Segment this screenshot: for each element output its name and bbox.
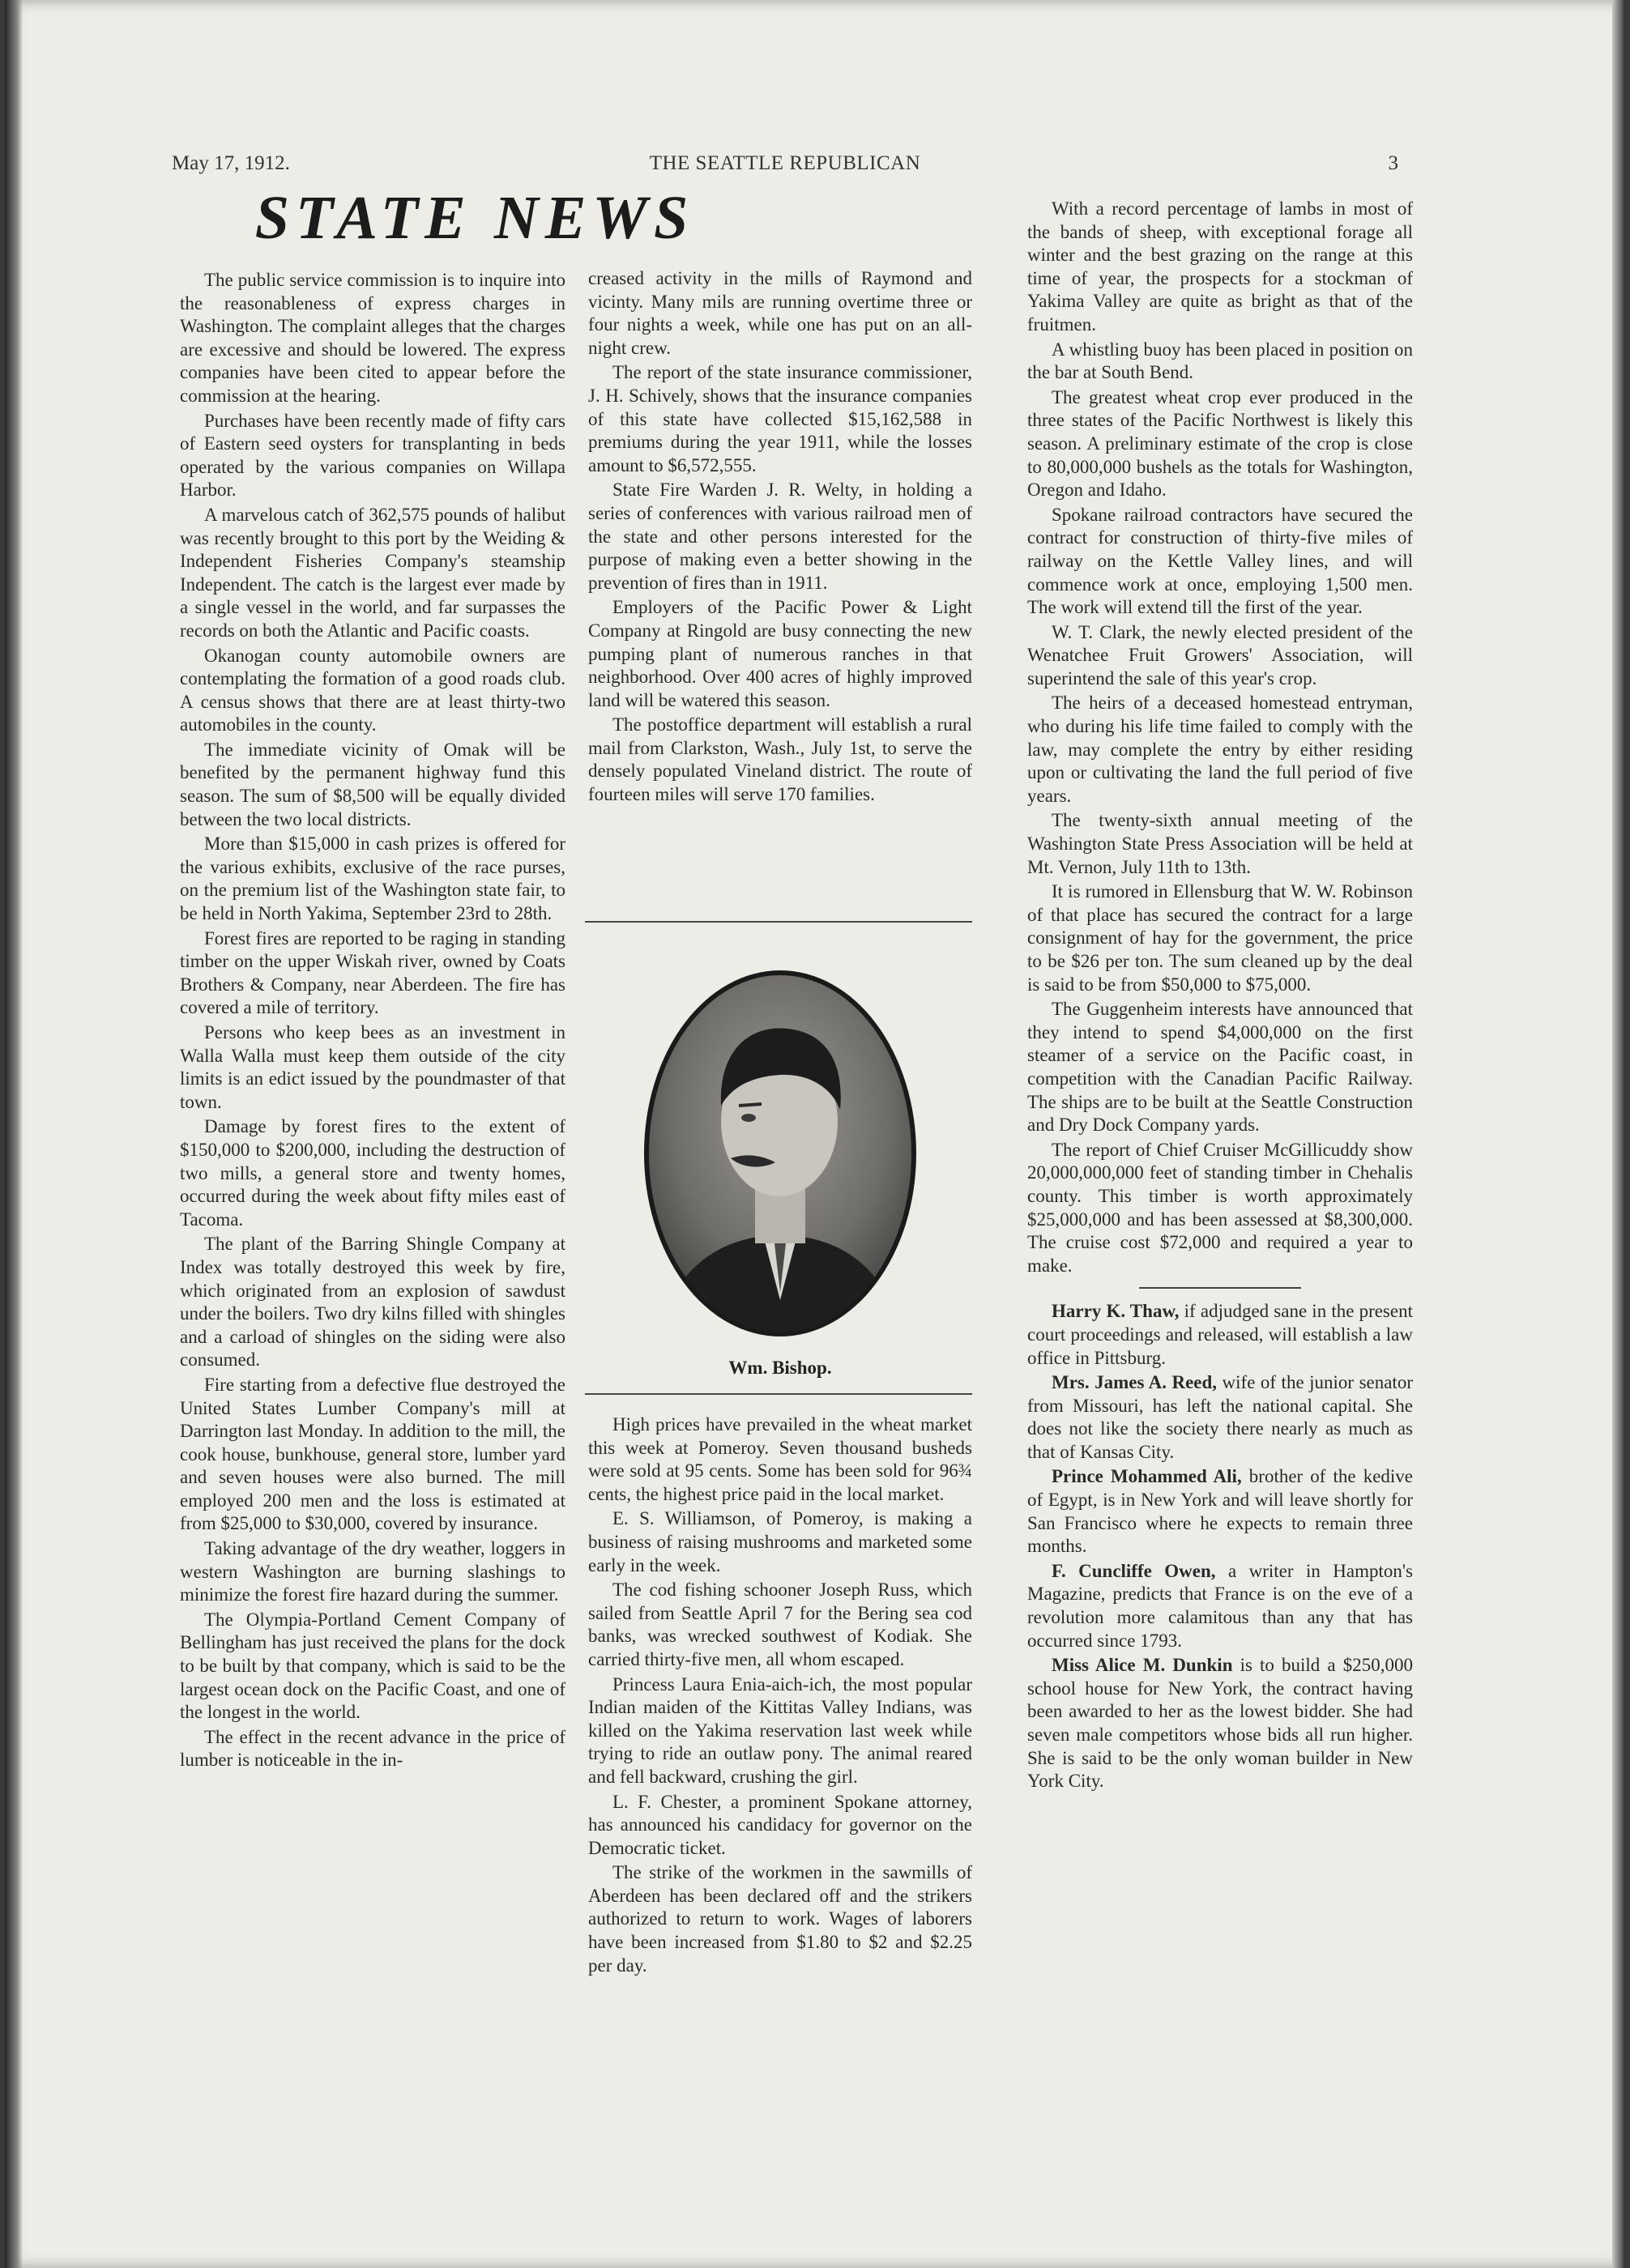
column-1 bbox=[180, 269, 565, 1774]
news-item: Damage by forest fires to the extent of $150,000 to $200,000, including the destruction of two mills, a general store and twenty homes, occurred during the week about fifty miles east of Tacoma. bbox=[180, 1116, 565, 1230]
personal-text: brother of the kedive of Egypt, is in New York and will leave shortly for San Francisco where he expects to remain three months. bbox=[1027, 1466, 1413, 1557]
news-item: Fire starting from a defective flue destroyed the United States Lumber Company's mill at Darrington last Monday. In addition to the mill, the cook house, bunkhouse, general store, lumber yard and seven houses were also burned. The mill employed 200 men and the loss is estimated at from $25,000 to $30,000, covered by insurance. bbox=[180, 1374, 565, 1534]
news-item: With a record percentage of lambs in most of the bands of sheep, with exceptional forage all winter and the best grazing on the range at this time of year, the prospects for a stockman of Yakima Valley are quite as bright as that of the fruitmen. bbox=[1027, 198, 1413, 335]
news-item: A marvelous catch of 362,575 pounds of halibut was recently brought to this port by the Weiding & Independent Fisheries Company's steamship Independent. The catch is the largest ever made by a single vessel in the world, and far surpasses the records on both the Atlantic and Pacific coasts. bbox=[180, 504, 565, 641]
news-item: The report of Chief Cruiser McGillicuddy show 20,000,000,000 feet of standing timber in Chehalis county. This timber is worth approximately $25,000,000 and has been assessed at $8,300,000. The cruise cost $72,000 and required a year to make. bbox=[1027, 1139, 1413, 1276]
section-title: STATE NEWS bbox=[254, 184, 695, 252]
news-item: The postoffice department will establish a rural mail from Clarkston, Wash., July 1st, to serve the densely populated Vineland district. The route of fourteen miles will serve 170 families. bbox=[588, 714, 972, 805]
news-item: Princess Laura Enia-aich-ich, the most popular Indian maiden of the Kittitas Valley Indians, was killed on the Yakima reservation last week while trying to ride an outlaw pony. The animal reared and fell backward, crushing the girl. bbox=[588, 1673, 972, 1787]
news-item: Purchases have been recently made of fifty cars of Eastern seed oysters for transplanting in beds operated by the various companies on Willapa Harbor. bbox=[180, 410, 565, 501]
news-item: A whistling buoy has been placed in position on the bar at South Bend. bbox=[1027, 339, 1413, 383]
news-item: More than $15,000 in cash prizes is offered for the various exhibits, exclusive of the race purses, on the premium list of the Washington state fair, to be held in North Yakima, September 23rd to 28th. bbox=[180, 833, 565, 924]
personal-item bbox=[1027, 1560, 1413, 1652]
news-item: The effect in the recent advance in the price of lumber is noticeable in the in- bbox=[180, 1726, 565, 1771]
news-item: Taking advantage of the dry weather, loggers in western Washington are burning slashings to minimize the forest fire hazard during the summer. bbox=[180, 1538, 565, 1605]
news-item: The heirs of a deceased homestead entryman, who during his life time failed to comply with the law, may complete the entry by either residing upon or cultivating the land the full period of five years. bbox=[1027, 693, 1413, 806]
news-item: E. S. Williamson, of Pomeroy, is making a business of raising mushrooms and marketed some early in the week. bbox=[588, 1508, 972, 1575]
news-item: The plant of the Barring Shingle Company at Index was totally destroyed this week by fire, which originated from an explosion of sawdust under the boilers. Two dry kilns filled with shingles and a carload of shingles on the siding were also consumed. bbox=[180, 1234, 565, 1371]
personal-text: a writer in Hampton's Magazine, predicts that France is on the eve of a revolution more calamitous than any that has occurred since 1793. bbox=[1027, 1560, 1413, 1651]
news-item: The cod fishing schooner Joseph Russ, which sailed from Seattle April 7 for the Bering sea cod banks, was wrecked southwest of Kodiak. She carried thirty-five men, all whom escaped. bbox=[588, 1580, 972, 1669]
issue-date: May 17, 1912. bbox=[172, 152, 290, 174]
news-item: The strike of the workmen in the sawmills of Aberdeen has been declared off and the strikers authorized to return to work. Wages of laborers have been increased from $1.80 to $2 and $2.25 per day. bbox=[588, 1862, 972, 1976]
news-item: The greatest wheat crop ever produced in the three states of the Pacific Northwest is likely this season. A preliminary estimate of the crop is close to 80,000,000 bushels as the totals for Washington, Oregon and Idaho. bbox=[1027, 386, 1413, 501]
column-rule bbox=[585, 921, 972, 923]
person-name: Harry K. Thaw, bbox=[1052, 1301, 1180, 1322]
person-name: Miss Alice M. Dunkin bbox=[1052, 1655, 1233, 1676]
news-item: Forest fires are reported to be raging in standing timber on the upper Wiskah river, owned by Coats Brothers & Company, near Aberdeen. The fire has covered a mile of territory. bbox=[180, 927, 565, 1018]
page-number: 3 bbox=[1388, 152, 1398, 174]
masthead: THE SEATTLE REPUBLICAN bbox=[649, 152, 921, 174]
portrait-caption: Wm. Bishop. bbox=[728, 1358, 832, 1378]
personal-text: wife of the junior senator from Missouri, has left the national capital. She does not like the society there nearly as much as that of Kansas City. bbox=[1027, 1372, 1413, 1462]
news-item: Spokane railroad contractors have secured the contract for construction of thirty-five miles of railway on the Kettle Valley lines, and will commence work at once, employing 1,500 men. The work will extend till the first of the year. bbox=[1027, 504, 1413, 618]
personal-text: is to build a $250,000 school house for New York, the contract having been awarded to her as the lowest bidder. She had seven male competitors whose bids all run higher. She is said to be the only woman builder in New York City. bbox=[1027, 1655, 1413, 1792]
page-edge bbox=[1612, 0, 1624, 2268]
news-item: State Fire Warden J. R. Welty, in holding a series of conferences with various railroad men of the state and other persons interested for the purpose of making even a better showing in the prevention of fires than in 1911. bbox=[588, 480, 972, 593]
news-item: L. F. Chester, a prominent Spokane attorney, has announced his candidacy for governor on the Democratic ticket. bbox=[588, 1791, 972, 1858]
personal-item bbox=[1027, 1371, 1413, 1464]
personal-item bbox=[1027, 1465, 1413, 1558]
person-name: F. Cuncliffe Owen, bbox=[1052, 1560, 1216, 1581]
personal-text: if adjudged sane in the present court proceedings and released, will establish a law office in Pittsburg. bbox=[1027, 1301, 1413, 1368]
news-item: The Olympia-Portland Cement Company of Bellingham has just received the plans for the dock to be built by that company, which is said to be the largest ocean dock on the Pacific Coast, and one of the longest in the world. bbox=[180, 1609, 565, 1723]
news-item: Persons who keep bees as an investment in Walla Walla must keep them outside of the city limits is an edict issued by the poundmaster of that town. bbox=[180, 1022, 565, 1112]
news-item: W. T. Clark, the newly elected president of the Wenatchee Fruit Growers' Association, will superintend the sale of this year's crop. bbox=[1027, 621, 1413, 688]
personal-item bbox=[1027, 1300, 1413, 1370]
news-item: The twenty-sixth annual meeting of the Washington State Press Association will be held at Mt. Vernon, July 11th to 13th. bbox=[1027, 810, 1413, 877]
news-item: creased activity in the mills of Raymond and vicinty. Many mils are running overtime three or four nights a week, while one has put on an all-night crew. bbox=[588, 268, 972, 358]
column-2-bottom bbox=[588, 1413, 972, 1979]
page-header bbox=[172, 152, 1398, 185]
column-rule bbox=[585, 1393, 972, 1395]
news-item: The Guggenheim interests have announced that they intend to spend $4,000,000 on the first steamer of a service on the Pacific coast, in competition with the Canadian Pacific Railway. The ships are to be built at the Seattle Construction and Dry Dock Company yards. bbox=[1027, 999, 1413, 1136]
news-item: The immediate vicinity of Omak will be benefited by the permanent highway fund this season. The sum of $8,500 will be equally divided between the two local districts. bbox=[180, 739, 565, 829]
person-name: Prince Mohammed Ali, bbox=[1052, 1466, 1242, 1487]
news-item: High prices have prevailed in the wheat market this week at Pomeroy. Seven thousand busheds were sold at 95 cents. Some has been sold for 96¾ cents, the highest price paid in the local market. bbox=[588, 1414, 972, 1504]
news-item: The public service commission is to inquire into the reasonableness of express charges in Washington. The complaint alleges that the charges are excessive and should be lowered. The express companies have been cited to appear before the commission at the hearing. bbox=[180, 270, 565, 406]
newspaper-page bbox=[5, 0, 1624, 2268]
person-name: Mrs. James A. Reed, bbox=[1052, 1372, 1218, 1393]
column-2-top bbox=[588, 267, 972, 808]
news-item: It is rumored in Ellensburg that W. W. Robinson of that place has secured the contract for a large consignment of hay for the government, the price to be $26 per ton. The sum cleaned up by the deal is said to be from $50,000 to $75,000. bbox=[1027, 881, 1413, 995]
column-3 bbox=[1027, 198, 1413, 1795]
personal-item bbox=[1027, 1654, 1413, 1793]
portrait-image bbox=[642, 968, 919, 1339]
binding-shadow bbox=[5, 0, 23, 2268]
section-rule bbox=[1139, 1287, 1301, 1289]
news-item: Employers of the Pacific Power & Light Company at Ringold are busy connecting the new pumping plant of numerous ranches in that neighborhood. Over 400 acres of highly improved land will be watered this season. bbox=[588, 597, 972, 710]
news-item: The report of the state insurance commissioner, J. H. Schively, shows that the insurance companies of this state have collected $15,162,588 in premiums during the year 1911, while the losses amount to $6,572,555. bbox=[588, 362, 972, 475]
news-item: Okanogan county automobile owners are contemplating the formation of a good roads club. A census shows that there are at least thirty-two automobiles in the county. bbox=[180, 645, 565, 735]
